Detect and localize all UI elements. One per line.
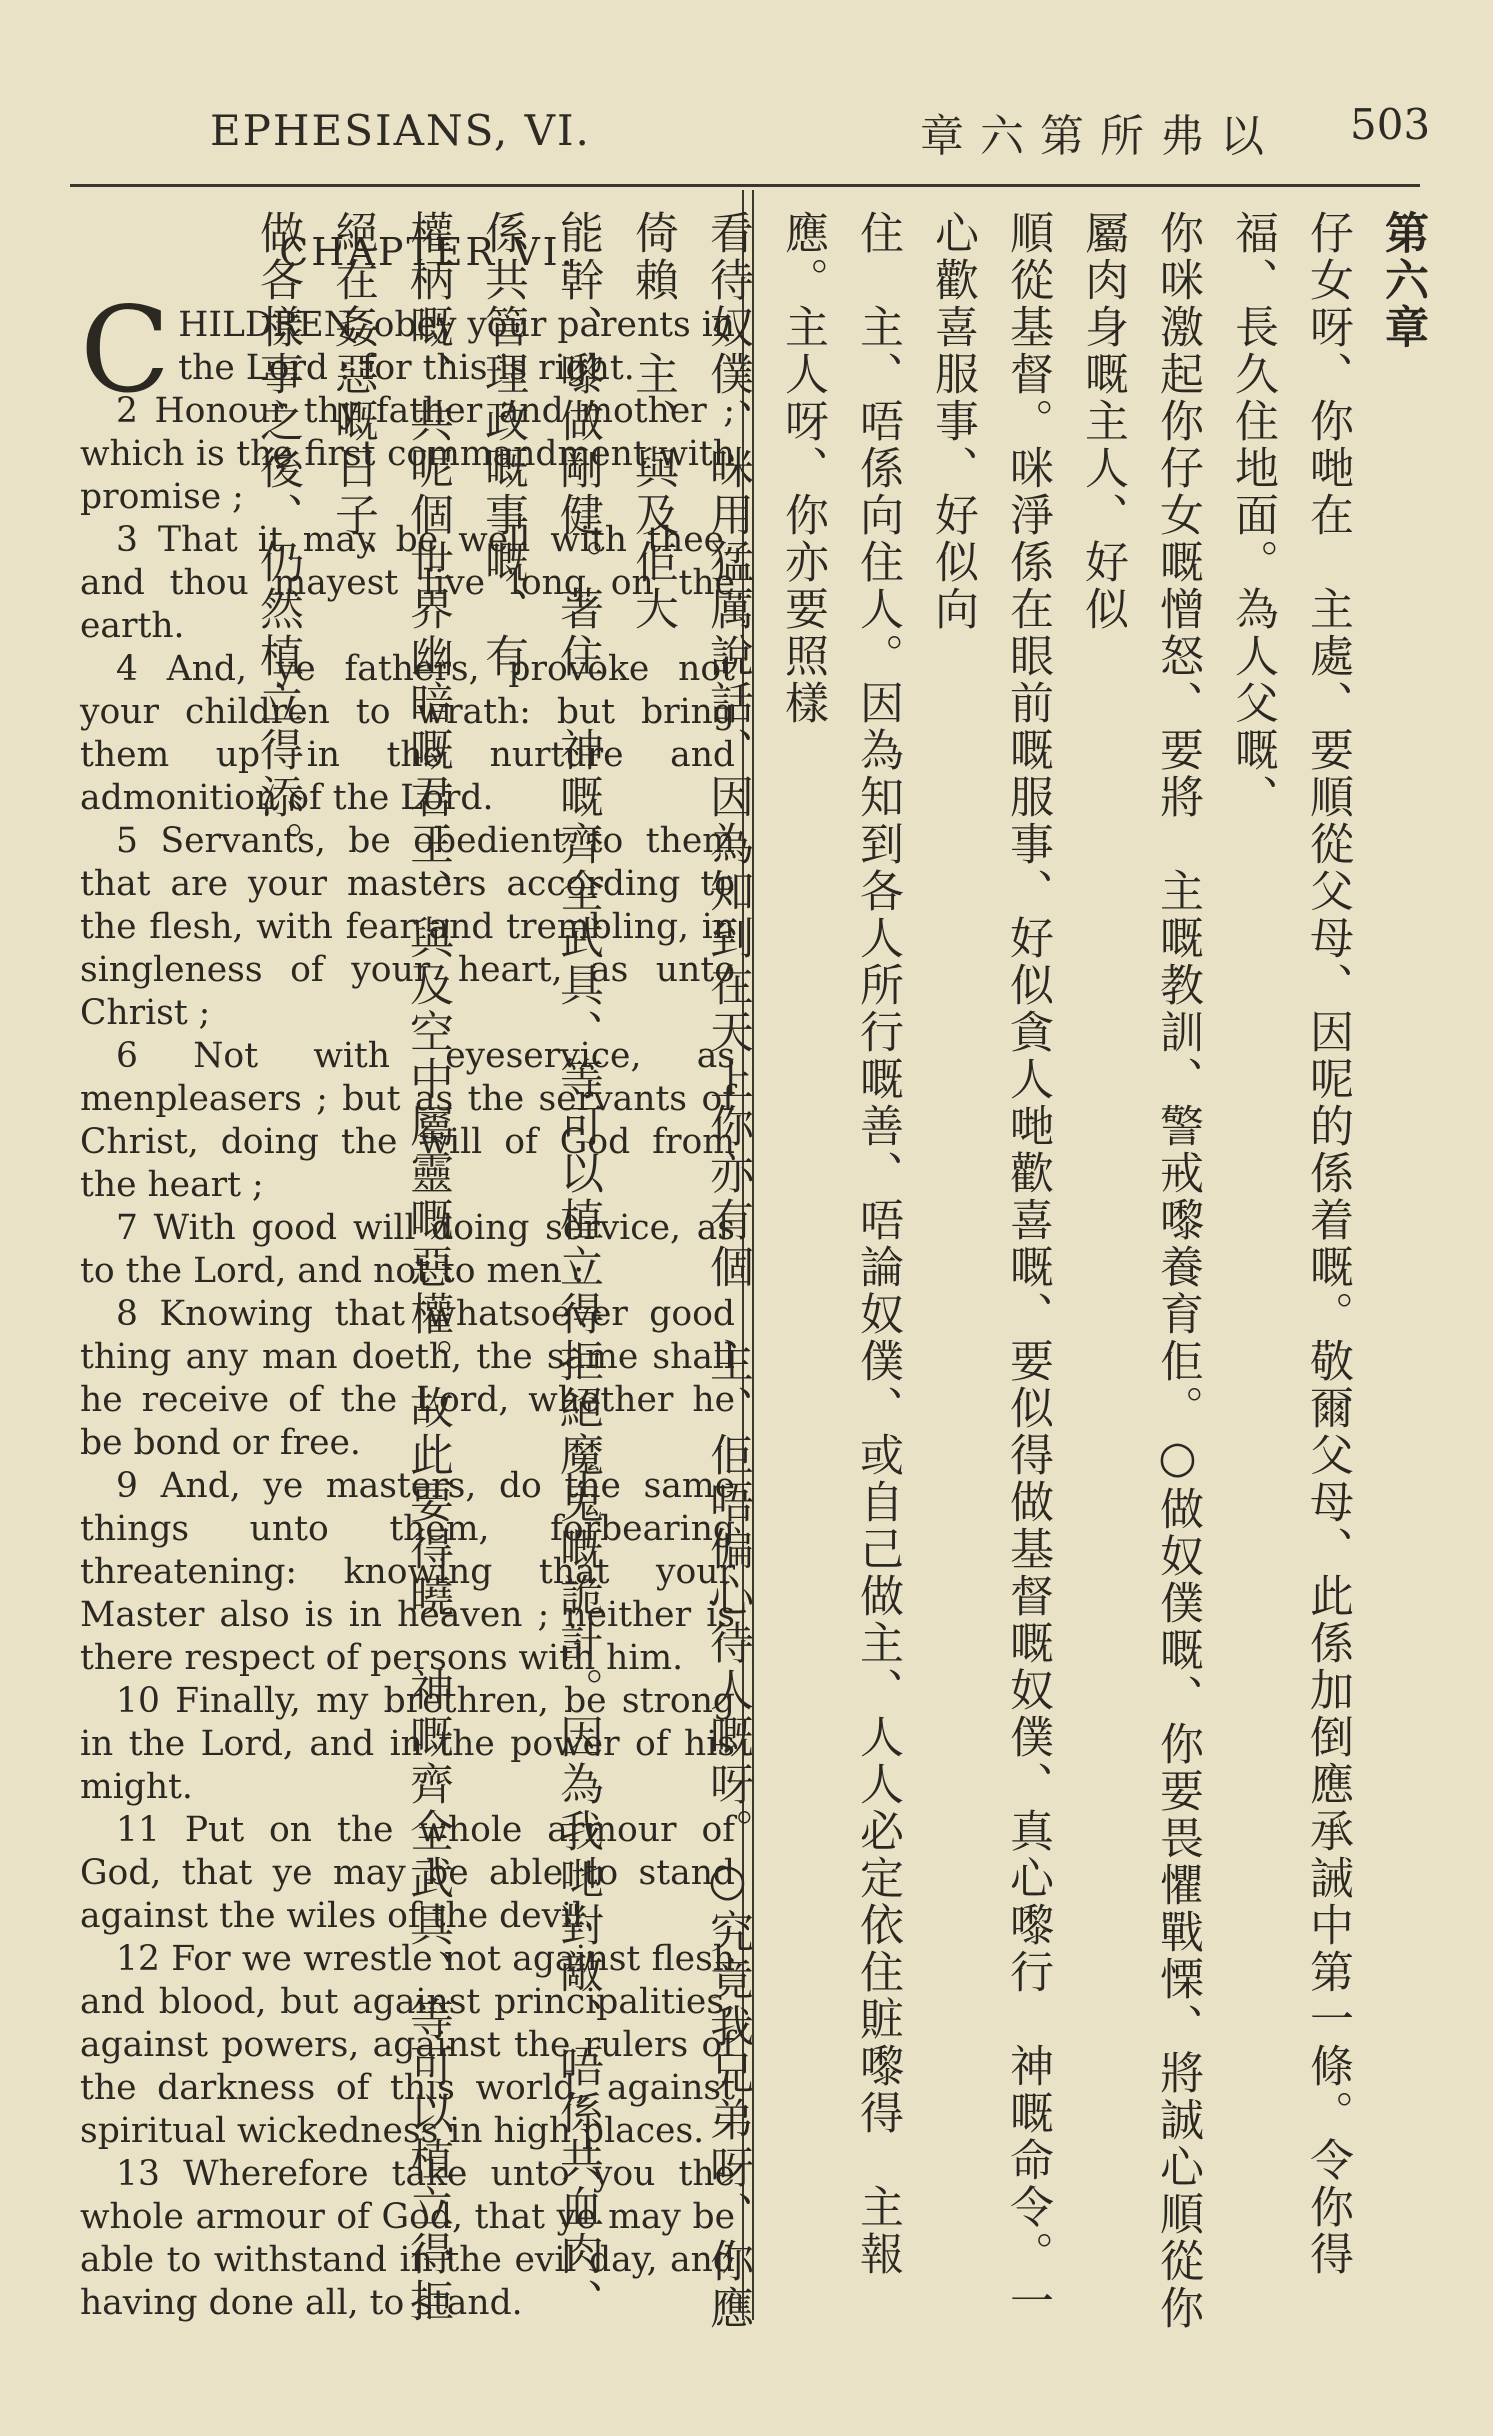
- drop-cap: C: [80, 281, 171, 419]
- chapter-title: CHAPTER VI.: [279, 230, 576, 274]
- verse: 6 Not with eyeservice, as menpleasers ; but as the servants of Christ, doing the will of God from the heart ;: [80, 1036, 735, 1205]
- chinese-column-line: 看待奴僕、咪用猛厲說話、因為知到在天上你亦有個 主、佢唔偏心待人嘅呀。○究竟我兄弟呀、你應倚賴 主、與及佢大: [627, 210, 753, 2332]
- verse: 11 Put on the whole armour of God, that ye may be able to stand against the wiles of the devil.: [80, 1810, 735, 1936]
- verse: 10 Finally, my brethren, be strong in the Lord, and in the power of his might.: [80, 1681, 735, 1807]
- chinese-column-line: 能幹、嚟做剛健。著住 神嘅齊全武具、等可以植立得拒絕魔鬼嘅詭計。因為我哋對敵、唔係共血肉、係共管理政嘅事嘅、有: [477, 210, 603, 2325]
- page-number: 503: [1350, 100, 1431, 149]
- verse: 8 Knowing that whatsoever good thing any man doeth, the same shall he receive of the Lord, whether he be bond or free.: [80, 1294, 735, 1463]
- verse: 9 And, ye masters, do the same things unto them, forbearing threatening: knowing that your Master also is in heaven ; neither is there respect of persons with him.: [80, 1466, 735, 1678]
- chinese-column-line: 住 主、唔係向住人。因為知到各人所行嘅善、唔論奴僕、或自己做主、人人必定依住賍嚟得 主報應。主人呀、你亦要照樣: [777, 210, 903, 2278]
- page-header: [60, 100, 1431, 170]
- chinese-chapter-heading: 第六章: [1377, 210, 1428, 351]
- running-title-chinese: 章六第所弗以: [920, 111, 1280, 162]
- verse: 4 And, ye fathers, provoke not your children to wrath: but bring them up in the nurture and admonition of the Lord.: [80, 649, 735, 818]
- verse: 7 With good will doing service, as to the Lord, and not to men :: [80, 1208, 735, 1291]
- running-title-english: EPHESIANS, VI.: [210, 106, 591, 155]
- verse: 3 That it may be well with thee, and thou mayest live long on the earth.: [80, 520, 735, 646]
- chinese-column-line: 順從基督。咪淨係在眼前嘅服事、好似貪人哋歡喜嘅、要似得做基督嘅奴僕、真心嚟行 神嘅命令。一心歡喜服事、好似向: [927, 210, 1053, 2325]
- chinese-column-line: 做各樣事之後、仍然植立得添。: [252, 210, 303, 868]
- verse: 12 For we wrestle not against flesh and blood, but against principalities, against powers, against the rulers of the darkness of this world, against spiritual wickedness in high places.: [80, 1939, 735, 2151]
- chinese-column-line: 你咪激起你仔女嘅憎怒、要將 主嘅教訓、警戒嚟養育佢。○做奴僕嘅、你要畏懼戰慄、將誠心順從你屬肉身嘅主人、好似: [1077, 210, 1203, 2332]
- chinese-column-line: 權柄嘅、共呢個世界幽暗嘅君王、與及空中屬靈嘅惡權。故此要得曉 神嘅齊全武具、等可以植立得拒絕在姦惡嘅日子、: [327, 210, 453, 2325]
- verse: 13 Wherefore take unto you the whole armour of God, that ye may be able to withstand in the evil day, and having done all, to stand.: [80, 2154, 735, 2323]
- verse-1-text: HILDREN, obey your parents in the Lord : for this is right.: [178, 305, 735, 388]
- header-rule: [70, 184, 1420, 187]
- verse: 2 Honour thy father and mother ; which is the first commandment with promise ;: [80, 391, 735, 517]
- chinese-column-line: 仔女呀、你哋在 主處、要順從父母、因呢的係着嘅。敬爾父母、此係加倒應承誡中第一條。令你得福、長久住地面。為人父嘅、: [1227, 210, 1353, 2278]
- verse: 5 Servants, be obedient to them that are your masters according to the flesh, with fear and trembling, in singleness of your heart, as unto Christ ;: [80, 821, 735, 1033]
